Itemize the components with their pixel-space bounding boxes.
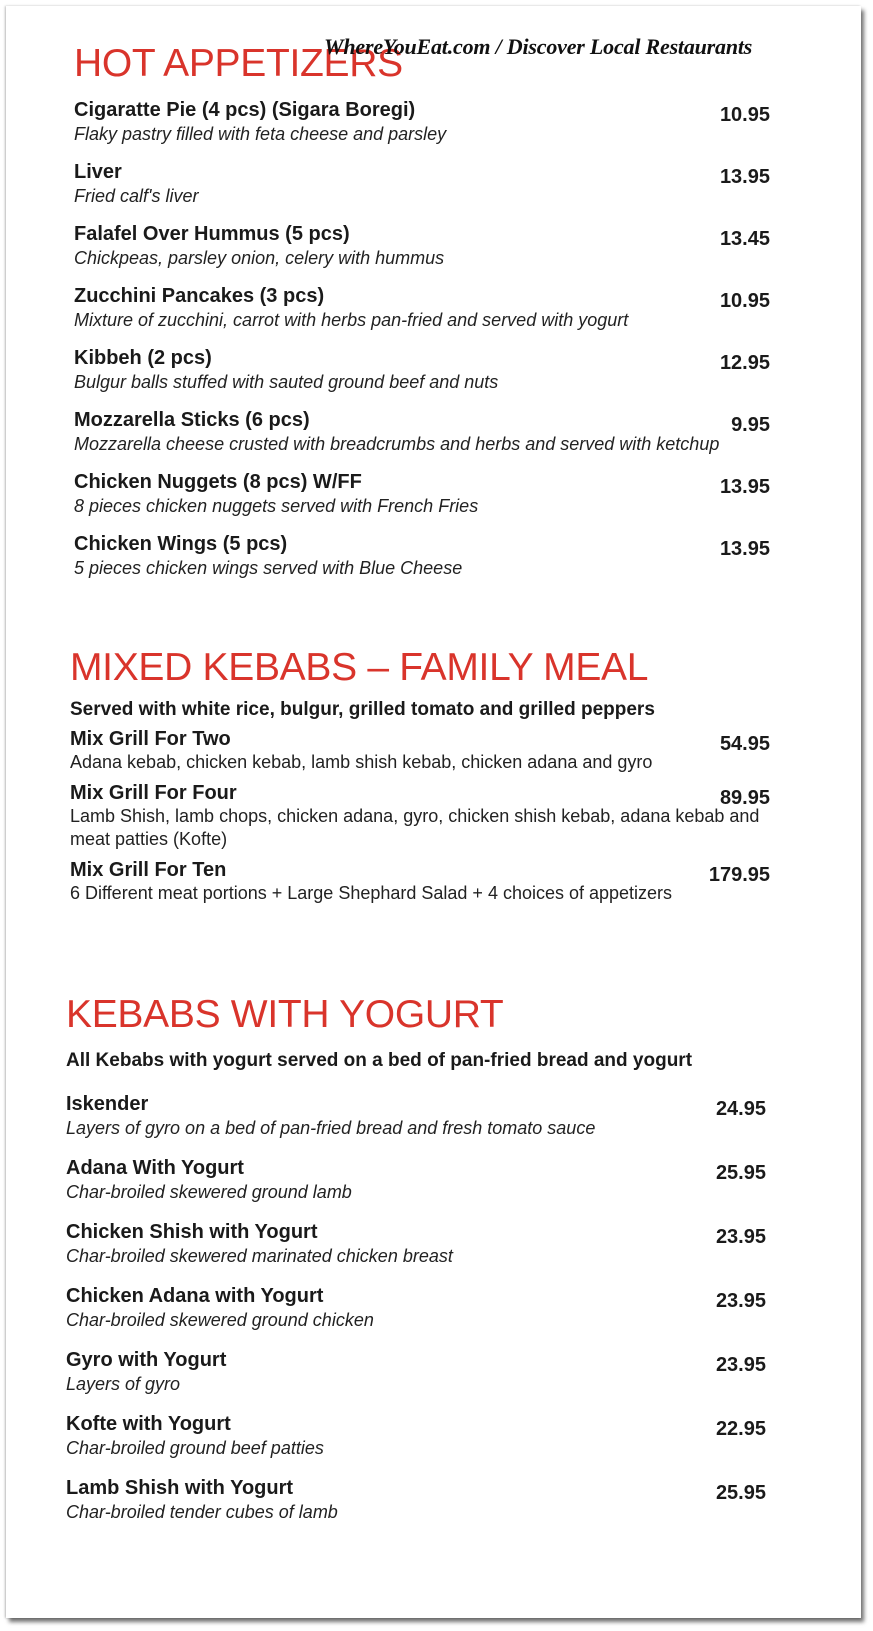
item-price: 23.95 bbox=[715, 1226, 766, 1248]
item-price: 22.95 bbox=[715, 1418, 766, 1440]
item-name: Falafel Over Hummus (5 pcs) bbox=[74, 223, 350, 245]
menu-item bbox=[74, 532, 770, 580]
menu-page bbox=[6, 6, 861, 1618]
item-description: Mozzarella cheese crusted with breadcrumbs and herbs and served with ketchup bbox=[74, 434, 720, 454]
item-name: Chicken Wings (5 pcs) bbox=[74, 533, 288, 555]
item-price: 10.95 bbox=[719, 104, 770, 126]
menu-item bbox=[66, 1220, 766, 1268]
item-description: Char-broiled skewered ground lamb bbox=[66, 1182, 352, 1202]
menu-item bbox=[70, 727, 770, 774]
item-description: Mixture of zucchini, carrot with herbs pan-fried and served with yogurt bbox=[74, 310, 629, 330]
menu-item bbox=[74, 470, 770, 518]
item-name: Adana With Yogurt bbox=[66, 1157, 244, 1179]
item-price: 12.95 bbox=[719, 352, 770, 374]
item-price: 13.95 bbox=[719, 538, 770, 560]
item-description: Adana kebab, chicken kebab, lamb shish kebab, chicken adana and gyro bbox=[70, 752, 653, 772]
menu-item bbox=[74, 408, 770, 456]
watermark-text: WhereYouEat.com / Discover Local Restaurants bbox=[324, 34, 753, 59]
item-price: 54.95 bbox=[719, 733, 770, 755]
item-description: Char-broiled skewered marinated chicken breast bbox=[66, 1246, 453, 1266]
item-price: 179.95 bbox=[708, 864, 770, 886]
item-price: 23.95 bbox=[715, 1290, 766, 1312]
item-description: Char-broiled skewered ground chicken bbox=[66, 1310, 374, 1330]
item-description: Char-broiled ground beef patties bbox=[66, 1438, 324, 1458]
item-price: 9.95 bbox=[731, 414, 770, 436]
item-name: Gyro with Yogurt bbox=[66, 1349, 227, 1371]
item-name: Chicken Adana with Yogurt bbox=[66, 1285, 324, 1307]
item-name: Chicken Nuggets (8 pcs) W/FF bbox=[74, 471, 362, 493]
item-price: 89.95 bbox=[719, 787, 770, 809]
item-name: Mozzarella Sticks (6 pcs) bbox=[74, 409, 310, 431]
menu-item bbox=[66, 1348, 766, 1396]
menu-item bbox=[66, 1284, 766, 1332]
menu-item bbox=[74, 160, 770, 208]
item-description: 5 pieces chicken wings served with Blue Cheese bbox=[74, 558, 463, 578]
menu-item bbox=[74, 222, 770, 270]
item-description: Layers of gyro on a bed of pan-fried bread and fresh tomato sauce bbox=[66, 1118, 596, 1138]
item-price: 10.95 bbox=[719, 290, 770, 312]
item-description: Fried calf's liver bbox=[74, 186, 199, 206]
item-name: Zucchini Pancakes (3 pcs) bbox=[74, 285, 325, 307]
section-mixed-kebabs bbox=[70, 644, 770, 912]
section-title: KEBABS WITH YOGURT bbox=[66, 993, 504, 1036]
menu-item bbox=[66, 1412, 766, 1460]
item-description: Lamb Shish, lamb chops, chicken adana, gyro, chicken shish kebab, adana kebab and meat patties (Kofte) bbox=[70, 806, 760, 849]
item-name: Lamb Shish with Yogurt bbox=[66, 1477, 294, 1499]
item-description: 8 pieces chicken nuggets served with French Fries bbox=[74, 496, 479, 516]
item-name: Kibbeh (2 pcs) bbox=[74, 347, 212, 369]
item-price: 13.45 bbox=[719, 228, 770, 250]
menu-item bbox=[66, 1156, 766, 1204]
item-name: Chicken Shish with Yogurt bbox=[66, 1221, 318, 1243]
item-price: 25.95 bbox=[715, 1162, 766, 1184]
menu-item bbox=[70, 781, 770, 851]
section-title: MIXED KEBABS – FAMILY MEAL bbox=[70, 646, 649, 689]
item-name: Cigaratte Pie (4 pcs) (Sigara Boregi) bbox=[74, 99, 416, 121]
menu-item bbox=[74, 346, 770, 394]
item-description: 6 Different meat portions + Large Shephard Salad + 4 choices of appetizers bbox=[70, 883, 673, 903]
item-price: 13.95 bbox=[719, 476, 770, 498]
section-kebabs-with-yogurt bbox=[66, 991, 766, 1540]
item-description: Flaky pastry filled with feta cheese and parsley bbox=[74, 124, 447, 144]
section-intro: Served with white rice, bulgur, grilled tomato and grilled peppers bbox=[70, 699, 655, 720]
item-description: Bulgur balls stuffed with sauted ground beef and nuts bbox=[74, 372, 499, 392]
section-hot-appetizers bbox=[74, 40, 770, 594]
menu-item bbox=[70, 858, 770, 905]
item-description: Layers of gyro bbox=[66, 1374, 181, 1394]
item-name: Mix Grill For Four bbox=[70, 782, 237, 804]
menu-item bbox=[66, 1476, 766, 1524]
item-description: Char-broiled tender cubes of lamb bbox=[66, 1502, 338, 1522]
item-price: 23.95 bbox=[715, 1354, 766, 1376]
menu-item bbox=[74, 98, 770, 146]
item-name: Liver bbox=[74, 161, 122, 183]
item-name: Mix Grill For Two bbox=[70, 728, 231, 750]
item-price: 13.95 bbox=[719, 166, 770, 188]
section-intro: All Kebabs with yogurt served on a bed of pan-fried bread and yogurt bbox=[66, 1050, 693, 1071]
section-title: HOT APPETIZERS bbox=[74, 42, 403, 85]
item-name: Kofte with Yogurt bbox=[66, 1413, 231, 1435]
item-name: Iskender bbox=[66, 1093, 149, 1115]
item-price: 24.95 bbox=[715, 1098, 766, 1120]
menu-item bbox=[74, 284, 770, 332]
menu-item bbox=[66, 1092, 766, 1140]
item-description: Chickpeas, parsley onion, celery with hummus bbox=[74, 248, 445, 268]
item-price: 25.95 bbox=[715, 1482, 766, 1504]
item-name: Mix Grill For Ten bbox=[70, 859, 227, 881]
